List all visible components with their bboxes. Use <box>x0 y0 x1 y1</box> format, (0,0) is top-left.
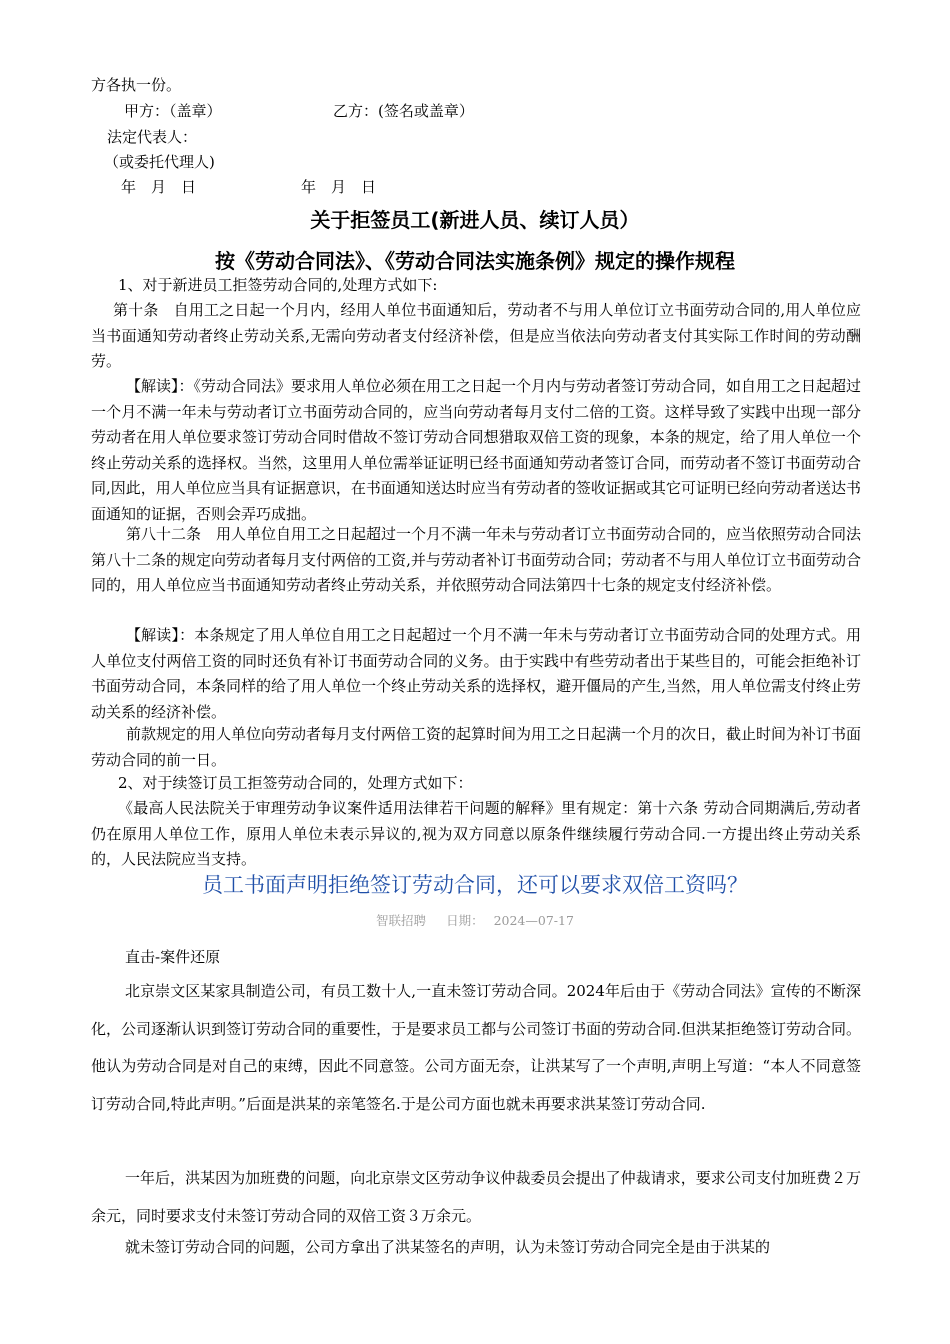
legal-rep-label: 法定代表人： <box>107 128 198 146</box>
paragraph-interpretation-2: 【解读】：本条规定了用人单位自用工之日起超过一个月不满一年未与劳动者订立书面劳动合同的处理方式。用人单位支付两倍工资的同时还负有补订书面劳动合同的义务。由于实践中有些劳动者出于某些目的，可能会拒绝补订书面劳动合同，本条同样的给了用人单位一个终止劳动关系的选择权，避开僵局的产生,当然，用人单位需支付终止劳动关系的经济补偿。 <box>91 626 861 721</box>
paragraph-article-82: 第八十二条 用人单位自用工之日起超过一个月不满一年未与劳动者订立书面劳动合同的，应当依照劳动合同法第八十二条的规定向劳动者每月支付两倍的工资,并与劳动者补订书面劳动合同；劳动者不与用人单位订立书面劳动合同的，用人单位应当书面通知劳动者终止劳动关系，并依照劳动合同法第四十七条的规定支付经济补偿。 <box>91 525 862 595</box>
paragraph-start-time: 前款规定的用人单位向劳动者每月支付两倍工资的起算时间为用工之日起满一个月的次日，截止时间为补订书面劳动合同的前一日。 <box>91 725 862 769</box>
agent-label: （或委托代理人) <box>104 153 215 171</box>
heading-line-1: 关于拒签员工(新进人员、续订人员） <box>310 208 640 232</box>
date-a: 年 月 日 <box>121 178 197 196</box>
article-subhead: 直击-案件还原 <box>125 948 221 966</box>
article-title: 员工书面声明拒绝签订劳动合同，还可以要求双倍工资吗？ <box>202 873 748 897</box>
party-a-label: 甲方：（盖章） <box>124 102 222 120</box>
party-b-label: 乙方：(签名或盖章） <box>333 102 474 120</box>
article-date-label: 日期： <box>446 913 484 928</box>
article-paragraph-1: 北京崇文区某家具制造公司，有员工数十人,一直未签订劳动合同。2024年后由于《劳动合同法》宣传的不断深化，公司逐渐认识到签订劳动合同的重要性，于是要求员工都与公司签订书面的劳动合同.但洪某拒绝签订劳动合同。他认为劳动合同是对自己的束缚，因此不同意签。公司方面无奈，让洪某写了一个声明,声明上写道：“本人不同意签订劳动合同,特此声明。”后面是洪某的亲笔签名.于是公司方面也就未再要求洪某签订劳动合同. <box>91 982 861 1113</box>
paragraph-interpretation-1: 【解读】：《劳动合同法》要求用人单位必须在用工之日起一个月内与劳动者签订劳动合同，如自用工之日起超过一个月不满一年未与劳动者订立书面劳动合同的，应当向劳动者每月支付二倍的工资。这样导致了实践中出现一部分劳动者在用人单位要求签订劳动合同时借故不签订劳动合同想猎取双倍工资的现象，本条的规定，给了用人单位一个终止劳动关系的选择权。当然，这里用人单位需举证证明已经书面通知劳动者签订合同，而劳动者不签订书面劳动合同,因此，用人单位应当具有证据意识，在书面通知送达时应当有劳动者的签收证据或其它可证明已经向劳动者送达书面通知的证据，否则会弄巧成拙。 <box>91 377 862 523</box>
section-1-title: 1、对于新进员工拒签劳动合同的,处理方式如下: <box>118 276 438 294</box>
paragraph-article-10: 第十条 自用工之日起一个月内，经用人单位书面通知后，劳动者不与用人单位订立书面劳动合同的,用人单位应当书面通知劳动者终止劳动关系,无需向劳动者支付经济补偿，但是应当依法向劳动者支付其实际工作时间的劳动酬劳。 <box>91 301 861 371</box>
article-date: 2024—07-17 <box>493 913 574 928</box>
date-b: 年 月 日 <box>301 178 377 196</box>
section-2-title: 2、对于续签订员工拒签劳动合同的，处理方式如下： <box>118 774 473 792</box>
article-paragraph-3: 就未签订劳动合同的问题，公司方拿出了洪某签名的声明，认为未签订劳动合同完全是由于洪某的 <box>125 1238 771 1256</box>
article-source: 智联招聘 <box>376 913 427 928</box>
paragraph-supreme-court: 《最高人民法院关于审理劳动争议案件适用法律若干问题的解释》里有规定：第十六条 劳动合同期满后,劳动者仍在原用人单位工作，原用人单位未表示异议的,视为双方同意以原条件继续履行劳动合同.一方提出终止劳动关系的，人民法院应当支持。 <box>91 799 861 869</box>
heading-line-2: 按《劳动合同法》、《劳动合同法实施条例》规定的操作规程 <box>215 249 735 273</box>
article-paragraph-2: 一年后，洪某因为加班费的问题，向北京崇文区劳动争议仲裁委员会提出了仲裁请求，要求公司支付加班费２万余元，同时要求支付未签订劳动合同的双倍工资３万余元。 <box>91 1169 861 1225</box>
text-line: 方各执一份。 <box>91 76 182 94</box>
article-meta <box>0 912 950 930</box>
